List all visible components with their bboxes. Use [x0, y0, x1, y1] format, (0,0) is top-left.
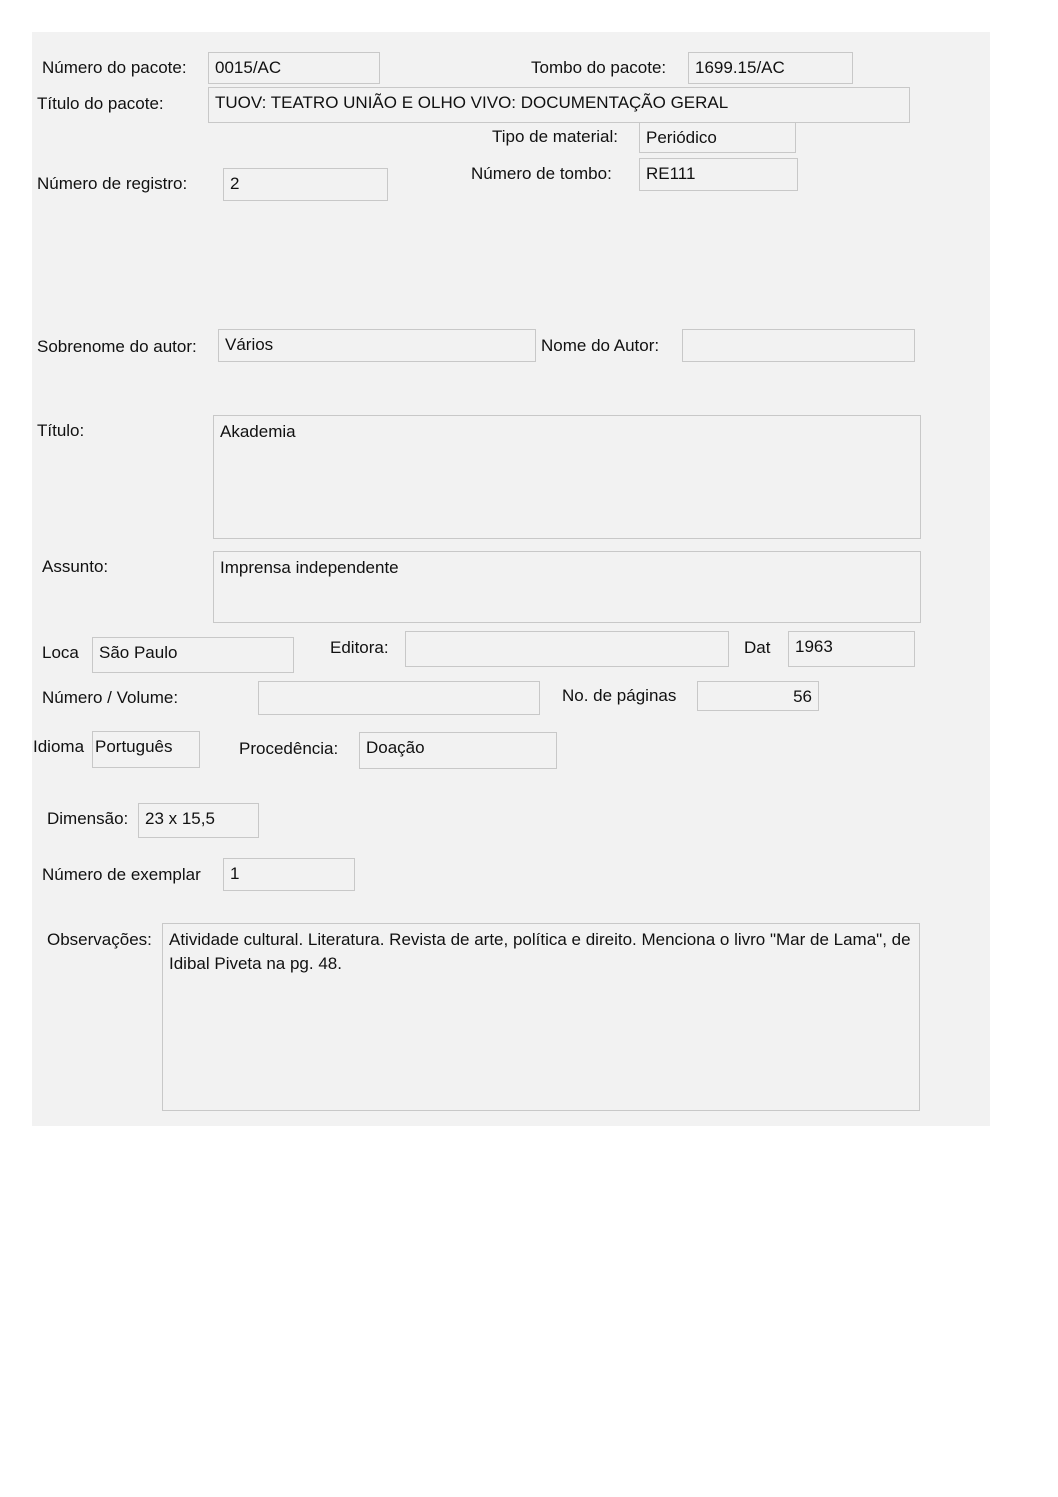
numero-tombo-field[interactable]: RE111	[639, 158, 798, 191]
data-label: Dat	[744, 638, 771, 657]
tipo-material-label: Tipo de material:	[492, 127, 618, 146]
assunto-field[interactable]: Imprensa independente	[213, 551, 921, 623]
numero-pacote-label: Número do pacote:	[42, 58, 187, 77]
idioma-field[interactable]: Português	[92, 731, 200, 768]
nome-autor-label: Nome do Autor:	[541, 336, 660, 355]
data-field[interactable]: 1963	[788, 631, 915, 667]
numero-registro-field[interactable]: 2	[223, 168, 388, 201]
numero-pacote-field[interactable]: 0015/AC	[208, 52, 380, 84]
tombo-pacote-label: Tombo do pacote:	[531, 58, 667, 77]
numero-exemplar-field[interactable]: 1	[223, 858, 355, 891]
titulo-label: Título:	[37, 421, 85, 440]
numero-volume-field[interactable]	[258, 681, 540, 715]
assunto-label: Assunto:	[42, 557, 109, 576]
procedencia-field[interactable]: Doação	[359, 732, 557, 769]
tombo-pacote-field[interactable]: 1699.15/AC	[688, 52, 853, 84]
dimensao-label: Dimensão:	[47, 809, 129, 828]
numero-exemplar-label: Número de exemplar	[42, 865, 201, 884]
paginas-field[interactable]: 56	[697, 681, 819, 711]
numero-tombo-label: Número de tombo:	[471, 164, 612, 183]
local-field[interactable]: São Paulo	[92, 637, 294, 673]
nome-autor-field[interactable]	[682, 329, 915, 362]
procedencia-label: Procedência:	[239, 739, 339, 758]
titulo-field[interactable]: Akademia	[213, 415, 921, 539]
titulo-pacote-label: Título do pacote:	[37, 94, 164, 113]
dimensao-field[interactable]: 23 x 15,5	[138, 803, 259, 838]
observacoes-label: Observações:	[47, 930, 152, 949]
editora-label: Editora:	[330, 638, 389, 657]
editora-field[interactable]	[405, 631, 729, 667]
paginas-label: No. de páginas	[562, 686, 677, 705]
sobrenome-autor-label: Sobrenome do autor:	[37, 337, 197, 356]
tipo-material-field[interactable]: Periódico	[639, 122, 796, 153]
local-label: Loca	[42, 643, 79, 662]
sobrenome-autor-field[interactable]: Vários	[218, 329, 536, 362]
numero-registro-label: Número de registro:	[37, 174, 188, 193]
observacoes-field[interactable]: Atividade cultural. Literatura. Revista de arte, política e direito. Menciona o livro "Mar de Lama", de Idibal Piveta na pg. 48.	[162, 923, 920, 1111]
idioma-label: Idioma	[33, 737, 85, 756]
numero-volume-label: Número / Volume:	[42, 688, 179, 707]
titulo-pacote-field[interactable]: TUOV: TEATRO UNIÃO E OLHO VIVO: DOCUMENTAÇÃO GERAL	[208, 87, 910, 123]
